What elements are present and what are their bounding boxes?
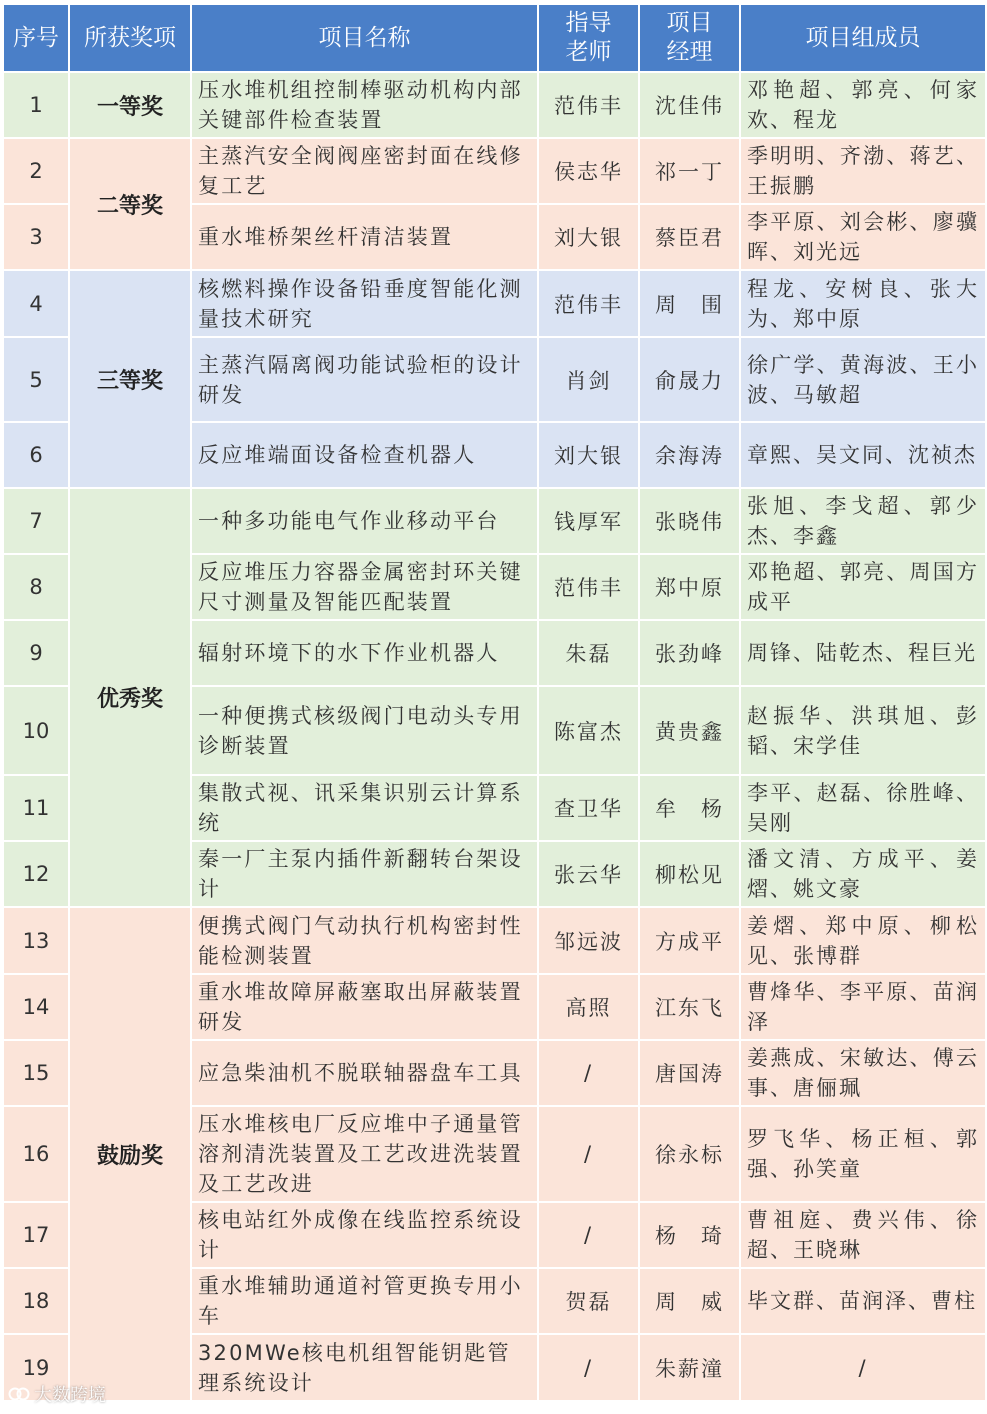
header-index: 序号 (3, 4, 69, 72)
project-name: 重水堆桥架丝杆清洁装置 (191, 204, 538, 270)
row-index: 3 (3, 204, 69, 270)
advisor: 范伟丰 (538, 554, 639, 620)
project-name: 主蒸汽安全阀阀座密封面在线修复工艺 (191, 138, 538, 204)
row-index: 9 (3, 620, 69, 686)
header-advisor-text: 指导老师 (565, 10, 612, 65)
manager: 黄贵鑫 (639, 686, 740, 775)
project-name: 一种多功能电气作业移动平台 (191, 488, 538, 554)
members: 李平、赵磊、徐胜峰、吴刚 (740, 775, 986, 841)
advisor: 刘大银 (538, 422, 639, 488)
members: 姜熠、郑中原、柳松见、张博群 (740, 907, 986, 974)
members: 张旭、李戈超、郭少杰、李鑫 (740, 488, 986, 554)
members: / (740, 1334, 986, 1401)
members: 罗飞华、杨正桓、郭强、孙笑童 (740, 1106, 986, 1202)
manager: 张晓伟 (639, 488, 740, 554)
manager: 张劲峰 (639, 620, 740, 686)
members: 章熙、吴文同、沈祯杰 (740, 422, 986, 488)
advisor: 朱磊 (538, 620, 639, 686)
row-index: 17 (3, 1202, 69, 1268)
members: 曹烽华、李平原、苗润泽 (740, 974, 986, 1040)
project-name: 重水堆故障屏蔽塞取出屏蔽装置研发 (191, 974, 538, 1040)
manager: 杨 琦 (639, 1202, 740, 1268)
row-index: 7 (3, 488, 69, 554)
award-second: 二等奖 (69, 138, 191, 270)
manager: 余海涛 (639, 422, 740, 488)
members: 赵振华、洪琪旭、彭韬、宋学佳 (740, 686, 986, 775)
advisor: 肖剑 (538, 337, 639, 422)
header-members: 项目组成员 (740, 4, 986, 72)
members: 曹祖庭、费兴伟、徐超、王晓琳 (740, 1202, 986, 1268)
awards-table (2, 3, 987, 1402)
table-row (3, 72, 986, 138)
project-name: 主蒸汽隔离阀功能试验柜的设计研发 (191, 337, 538, 422)
manager: 朱薪潼 (639, 1334, 740, 1401)
members: 邓艳超、郭亮、周国方成平 (740, 554, 986, 620)
header-award: 所获奖项 (69, 4, 191, 72)
project-name: 秦一厂主泵内插件新翻转台架设计 (191, 841, 538, 907)
advisor: / (538, 1106, 639, 1202)
row-index: 11 (3, 775, 69, 841)
members: 潘文清、方成平、姜熠、姚文豪 (740, 841, 986, 907)
manager: 方成平 (639, 907, 740, 974)
manager: 郑中原 (639, 554, 740, 620)
advisor: 陈富杰 (538, 686, 639, 775)
row-index: 2 (3, 138, 69, 204)
award-encourage: 鼓励奖 (69, 907, 191, 1401)
row-index: 13 (3, 907, 69, 974)
manager: 祁一丁 (639, 138, 740, 204)
project-name: 便携式阀门气动执行机构密封性能检测装置 (191, 907, 538, 974)
watermark (8, 1381, 106, 1407)
manager: 周 威 (639, 1268, 740, 1334)
members: 毕文群、苗润泽、曹柱 (740, 1268, 986, 1334)
advisor: 侯志华 (538, 138, 639, 204)
members: 李平原、刘会彬、廖骥晖、刘光远 (740, 204, 986, 270)
members: 姜燕成、宋敏达、傅云事、唐俪珮 (740, 1040, 986, 1106)
row-index: 1 (3, 72, 69, 138)
advisor: 邹远波 (538, 907, 639, 974)
manager: 徐永标 (639, 1106, 740, 1202)
project-name: 压水堆机组控制棒驱动机构内部关键部件检查装置 (191, 72, 538, 138)
project-name: 压水堆核电厂反应堆中子通量管溶剂清洗装置及工艺改进洗装置及工艺改进 (191, 1106, 538, 1202)
header-advisor (538, 4, 639, 72)
manager: 牟 杨 (639, 775, 740, 841)
project-name: 反应堆压力容器金属密封环关键尺寸测量及智能匹配装置 (191, 554, 538, 620)
members: 周锋、陆乾杰、程巨光 (740, 620, 986, 686)
manager: 柳松见 (639, 841, 740, 907)
advisor: 查卫华 (538, 775, 639, 841)
advisor: / (538, 1334, 639, 1401)
row-index: 12 (3, 841, 69, 907)
row-index: 8 (3, 554, 69, 620)
header-manager-text: 项目经理 (666, 10, 713, 65)
advisor: 刘大银 (538, 204, 639, 270)
row-index: 4 (3, 270, 69, 337)
row-index: 18 (3, 1268, 69, 1334)
manager: 蔡臣君 (639, 204, 740, 270)
advisor: 范伟丰 (538, 270, 639, 337)
members: 季明明、齐渤、蒋艺、王振鹏 (740, 138, 986, 204)
row-index: 6 (3, 422, 69, 488)
members: 徐广学、黄海波、王小波、马敏超 (740, 337, 986, 422)
project-name: 320MWe核电机组智能钥匙管理系统设计 (191, 1334, 538, 1401)
award-excellent: 优秀奖 (69, 488, 191, 907)
advisor: 范伟丰 (538, 72, 639, 138)
header-project: 项目名称 (191, 4, 538, 72)
row-index: 15 (3, 1040, 69, 1106)
table-row (3, 270, 986, 337)
project-name: 集散式视、讯采集识别云计算系统 (191, 775, 538, 841)
manager: 俞晟力 (639, 337, 740, 422)
row-index: 5 (3, 337, 69, 422)
advisor: 钱厚军 (538, 488, 639, 554)
table-row (3, 907, 986, 974)
header-manager (639, 4, 740, 72)
advisor: 贺磊 (538, 1268, 639, 1334)
project-name: 重水堆辅助通道衬管更换专用小车 (191, 1268, 538, 1334)
manager: 江东飞 (639, 974, 740, 1040)
row-index: 16 (3, 1106, 69, 1202)
manager: 唐国涛 (639, 1040, 740, 1106)
row-index: 19 (3, 1334, 69, 1401)
project-name: 应急柴油机不脱联轴器盘车工具 (191, 1040, 538, 1106)
members: 程龙、安树良、张大为、郑中原 (740, 270, 986, 337)
table-row (3, 138, 986, 204)
row-index: 10 (3, 686, 69, 775)
watermark-text: 大数跨境 (34, 1385, 106, 1406)
award-third: 三等奖 (69, 270, 191, 488)
project-name: 核燃料操作设备铅垂度智能化测量技术研究 (191, 270, 538, 337)
manager: 沈佳伟 (639, 72, 740, 138)
project-name: 一种便携式核级阀门电动头专用诊断装置 (191, 686, 538, 775)
advisor: / (538, 1040, 639, 1106)
project-name: 核电站红外成像在线监控系统设计 (191, 1202, 538, 1268)
table-row (3, 488, 986, 554)
header-row (3, 4, 986, 72)
project-name: 辐射环境下的水下作业机器人 (191, 620, 538, 686)
watermark-logo-icon (8, 1386, 30, 1402)
manager: 周 围 (639, 270, 740, 337)
award-first: 一等奖 (69, 72, 191, 138)
advisor: 高照 (538, 974, 639, 1040)
members: 邓艳超、郭亮、何家欢、程龙 (740, 72, 986, 138)
row-index: 14 (3, 974, 69, 1040)
advisor: 张云华 (538, 841, 639, 907)
advisor: / (538, 1202, 639, 1268)
project-name: 反应堆端面设备检查机器人 (191, 422, 538, 488)
